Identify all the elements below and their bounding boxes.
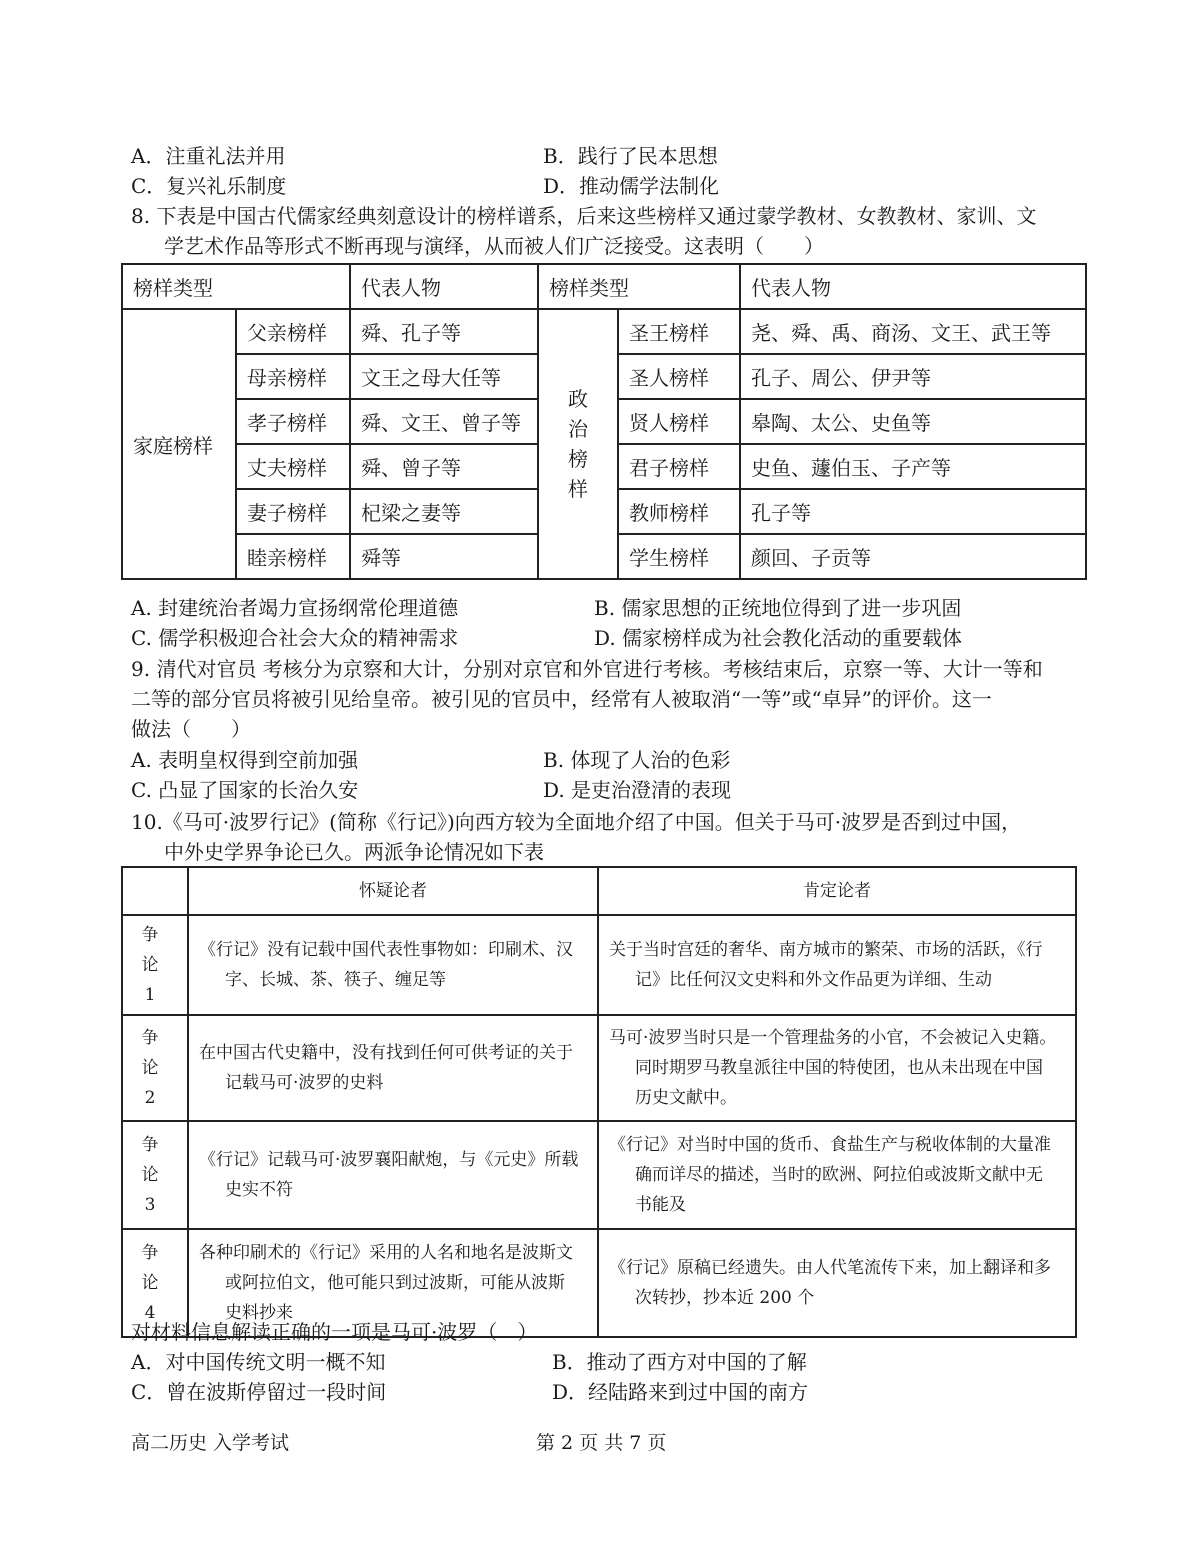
q8-header-type: 榜样类型: [122, 264, 350, 309]
q10-stem-line2: 中外史学界争论已久。两派争论情况如下表: [164, 840, 544, 864]
q8-family-rep-5: 杞梁之妻等: [350, 489, 538, 534]
q9-stem-line3: 做法（ ）: [131, 717, 251, 741]
q8-politics-type-4: 君子榜样: [618, 444, 740, 489]
q10-header-blank: [122, 867, 188, 915]
q8-politics-label: 政 治 榜 样: [538, 309, 618, 579]
q8-politics-type-2: 圣人榜样: [618, 354, 740, 399]
q10-option-c: C．曾在波斯停留过一段时间: [131, 1380, 387, 1404]
q10-option-a: A．对中国传统文明一概不知: [131, 1350, 386, 1374]
q10-doubt-4: 各种印刷术的《行记》采用的人名和地名是波斯文 或阿拉伯文，他可能只到过波斯，可能从波斯 史料抄来: [188, 1229, 598, 1337]
q9-option-b: B. 体现了人治的色彩: [543, 748, 731, 772]
q10-stem-line1: 10.《马可·波罗行记》(简称《行记》)向西方较为全面地介绍了中国。但关于马可·波罗是否到过中国，: [131, 810, 1022, 834]
q8-politics-type-1: 圣王榜样: [618, 309, 740, 354]
q10-affirm-2: 马可·波罗当时只是一个管理盐务的小官，不会被记入史籍。 同时期罗马教皇派往中国的特使团，也从未出现在中国 历史文献中。: [598, 1015, 1076, 1121]
q8-politics-rep-4: 史鱼、蘧伯玉、子产等: [740, 444, 1086, 489]
footer-exam-title: 高二历史 入学考试: [131, 1432, 290, 1454]
q7-option-c: C．复兴礼乐制度: [131, 174, 287, 198]
q10-dispute-label-2: 争论 2: [122, 1015, 188, 1121]
q9-stem-line2: 二等的部分官员将被引见给皇帝。被引见的官员中，经常有人被取消“一等”或“卓异”的评价。这一: [131, 687, 992, 711]
q10-option-d: D．经陆路来到过中国的南方: [552, 1380, 809, 1404]
q9-option-d: D. 是吏治澄清的表现: [543, 778, 732, 802]
q10-dispute-label-1: 争论 1: [122, 915, 188, 1015]
q10-dispute-label-3: 争论 3: [122, 1121, 188, 1229]
q8-politics-type-5: 教师榜样: [618, 489, 740, 534]
q8-family-rep-4: 舜、曾子等: [350, 444, 538, 489]
q9-stem-line1: 9. 清代对官员 考核分为京察和大计，分别对京官和外官进行考核。考核结束后，京察一等、大计一等和: [131, 657, 1043, 681]
q8-family-type-4: 丈夫榜样: [236, 444, 350, 489]
q8-politics-rep-2: 孔子、周公、伊尹等: [740, 354, 1086, 399]
q7-option-a: A．注重礼法并用: [131, 144, 286, 168]
q8-family-type-5: 妻子榜样: [236, 489, 350, 534]
q10-affirm-1: 关于当时宫廷的奢华、南方城市的繁荣、市场的活跃，《行 记》比任何汉文史料和外文作品更为详细、生动: [598, 915, 1076, 1015]
q9-option-c: C. 凸显了国家的长治久安: [131, 778, 359, 802]
q10-affirm-4: 《行记》原稿已经遗失。由人代笔流传下来，加上翻译和多 次转抄，抄本近 200 个: [598, 1229, 1076, 1337]
q8-family-type-6: 睦亲榜样: [236, 534, 350, 579]
q10-doubt-3: 《行记》记载马可·波罗襄阳献炮，与《元史》所载 史实不符: [188, 1121, 598, 1229]
q8-politics-rep-1: 尧、舜、禹、商汤、文王、武王等: [740, 309, 1086, 354]
q8-politics-rep-6: 颜回、子贡等: [740, 534, 1086, 579]
q8-politics-type-3: 贤人榜样: [618, 399, 740, 444]
q10-option-b: B．推动了西方对中国的了解: [552, 1350, 807, 1374]
q8-politics-rep-5: 孔子等: [740, 489, 1086, 534]
q9-option-a: A. 表明皇权得到空前加强: [131, 748, 359, 772]
q7-option-d: D．推动儒学法制化: [543, 174, 720, 198]
q8-family-rep-2: 文王之母大任等: [350, 354, 538, 399]
q8-family-rep-1: 舜、孔子等: [350, 309, 538, 354]
q10-doubt-1: 《行记》没有记载中国代表性事物如：印刷术、汉 字、长城、茶、筷子、缠足等: [188, 915, 598, 1015]
q8-family-type-1: 父亲榜样: [236, 309, 350, 354]
q10-dispute-label-4: 争论 4: [122, 1229, 188, 1337]
q8-family-rep-6: 舜等: [350, 534, 538, 579]
q8-politics-type-6: 学生榜样: [618, 534, 740, 579]
q8-option-c: C. 儒学积极迎合社会大众的精神需求: [131, 626, 459, 650]
q8-header-rep2: 代表人物: [740, 264, 1086, 309]
q10-header-affirm: 肯定论者: [598, 867, 1076, 915]
footer-page-number: 第 2 页 共 7 页: [536, 1432, 667, 1454]
q8-option-a: A. 封建统治者竭力宣扬纲常伦理道德: [131, 596, 459, 620]
q10-header-doubt: 怀疑论者: [188, 867, 598, 915]
q8-stem-line1: 8. 下表是中国古代儒家经典刻意设计的榜样谱系，后来这些榜样又通过蒙学教材、女教教材、家训、文: [131, 204, 1037, 228]
q8-stem-line2: 学艺术作品等形式不断再现与演绎，从而被人们广泛接受。这表明（ ）: [164, 234, 824, 258]
q10-doubt-2: 在中国古代史籍中，没有找到任何可供考证的关于 记载马可·波罗的史料: [188, 1015, 598, 1121]
q10-dispute-table: [121, 866, 1077, 1338]
q8-option-d: D. 儒家榜样成为社会教化活动的重要载体: [594, 626, 963, 650]
q8-family-type-3: 孝子榜样: [236, 399, 350, 444]
q8-family-rep-3: 舜、文王、曾子等: [350, 399, 538, 444]
q8-header-type2: 榜样类型: [538, 264, 740, 309]
q8-header-rep: 代表人物: [350, 264, 538, 309]
q8-family-type-2: 母亲榜样: [236, 354, 350, 399]
q8-family-label: 家庭榜样: [122, 309, 236, 579]
q7-option-b: B．践行了民本思想: [543, 144, 718, 168]
q10-question: 对材料信息解读正确的一项是马可·波罗（ ）: [131, 1320, 538, 1344]
q8-option-b: B. 儒家思想的正统地位得到了进一步巩固: [594, 596, 962, 620]
q10-affirm-3: 《行记》对当时中国的货币、食盐生产与税收体制的大量准 确而详尽的描述，当时的欧洲、阿拉伯或波斯文献中无 书能及: [598, 1121, 1076, 1229]
q8-politics-rep-3: 皋陶、太公、史鱼等: [740, 399, 1086, 444]
q8-role-model-table: [121, 263, 1087, 580]
